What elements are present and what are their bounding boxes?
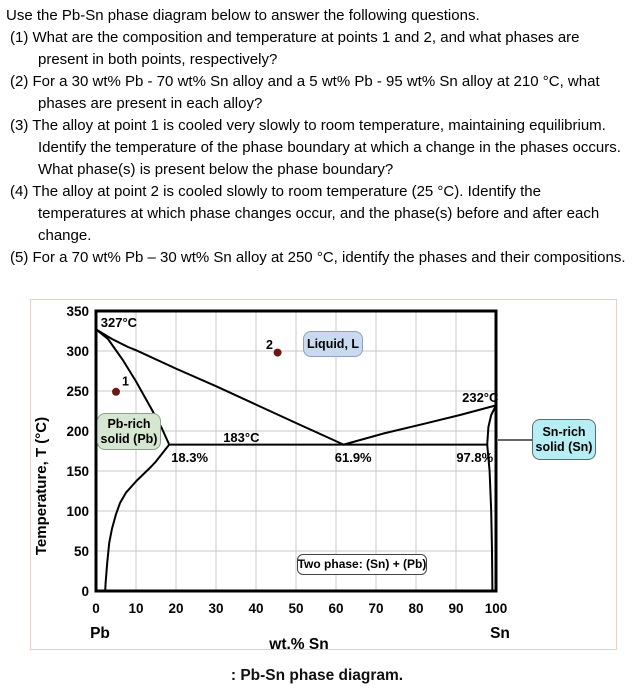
intro-line: Use the Pb-Sn phase diagram below to answer the following questions. xyxy=(6,7,480,24)
x-axis-title: wt.% Sn xyxy=(269,636,329,653)
x-tick-label: 0 xyxy=(92,601,100,616)
y-tick-label: 150 xyxy=(66,464,89,479)
x-tick-label: 20 xyxy=(168,601,184,616)
state-point-label-2: 2 xyxy=(266,338,273,352)
x-tick-label: 80 xyxy=(408,601,424,616)
question-block xyxy=(6,5,630,269)
y-tick-label: 200 xyxy=(66,424,89,439)
boundary-liquidus-sn-side xyxy=(344,405,496,444)
liquid-region-label xyxy=(303,331,363,357)
sn-rich-line-2: solid (Sn) xyxy=(535,439,593,454)
boundary-solvus-sn-side xyxy=(487,445,492,591)
question-1: (1) What are the composition and temperature at points 1 and 2, and what phases are present in both points, respectively? xyxy=(10,29,580,68)
liquid-region-text: Liquid, L xyxy=(306,336,360,351)
annotation: 232°C xyxy=(462,390,499,406)
question-3: (3) The alloy at point 1 is cooled very slowly to room temperature, maintaining equilibrium. Identify the temperature of the phase boundary at which a change in the phases occurs. What phase(s) is present below the phase boundary? xyxy=(10,117,621,178)
x-tick-label: 70 xyxy=(368,601,384,616)
annotation: 61.9% xyxy=(334,450,372,466)
annotation: 327°C xyxy=(100,315,138,330)
state-point-1 xyxy=(112,388,120,396)
pb-rich-line-2: solid (Pb) xyxy=(100,431,158,446)
annotation: 97.8% xyxy=(456,450,494,466)
question-2: (2) For a 30 wt% Pb - 70 wt% Sn alloy and a 5 wt% Pb - 95 wt% Sn alloy at 210 °C, what phases are present in each alloy? xyxy=(10,73,600,112)
sn-rich-region-label xyxy=(532,419,596,460)
x-tick-label: 40 xyxy=(248,601,264,616)
figure-caption: : Pb-Sn phase diagram. xyxy=(230,667,404,684)
x-tick-label: 30 xyxy=(208,601,224,616)
x-tick-label: 90 xyxy=(448,601,464,616)
y-tick-label: 350 xyxy=(66,304,89,319)
y-tick-label: 0 xyxy=(81,584,89,599)
y-tick-label: 100 xyxy=(66,504,89,519)
state-point-label-1: 1 xyxy=(122,374,129,389)
y-axis-title: Temperature, T (°C) xyxy=(33,416,50,556)
y-tick-label: 300 xyxy=(66,344,89,359)
question-5: (5) For a 70 wt% Pb – 30 wt% Sn alloy at 250 °C, identify the phases and their compositions. xyxy=(10,249,626,266)
x-tick-label: 50 xyxy=(288,601,304,616)
sn-end-label: Sn xyxy=(490,625,510,642)
pb-rich-region-label xyxy=(97,413,161,450)
two-phase-text: Two phase: (Sn) + (Pb) xyxy=(297,557,427,571)
state-point-2 xyxy=(274,349,282,357)
sn-rich-line-1: Sn-rich xyxy=(542,424,586,439)
boundary-solvus-pb-side xyxy=(105,445,169,591)
x-tick-label: 60 xyxy=(328,601,344,616)
pb-rich-line-1: Pb-rich xyxy=(107,416,151,431)
y-tick-label: 250 xyxy=(66,384,89,399)
phase-diagram-figure xyxy=(30,299,617,653)
annotation: 183°C xyxy=(223,430,260,446)
x-tick-label: 10 xyxy=(128,601,144,616)
annotation: 18.3% xyxy=(171,450,209,466)
question-4: (4) The alloy at point 2 is cooled slowly to room temperature (25 °C). Identify the temperatures at which phase changes occur, and the phase(s) before and after each change. xyxy=(10,183,600,244)
two-phase-region-label xyxy=(297,554,427,575)
x-tick-label: 100 xyxy=(484,601,508,616)
y-tick-label: 50 xyxy=(73,544,89,559)
pb-end-label: Pb xyxy=(90,625,110,642)
